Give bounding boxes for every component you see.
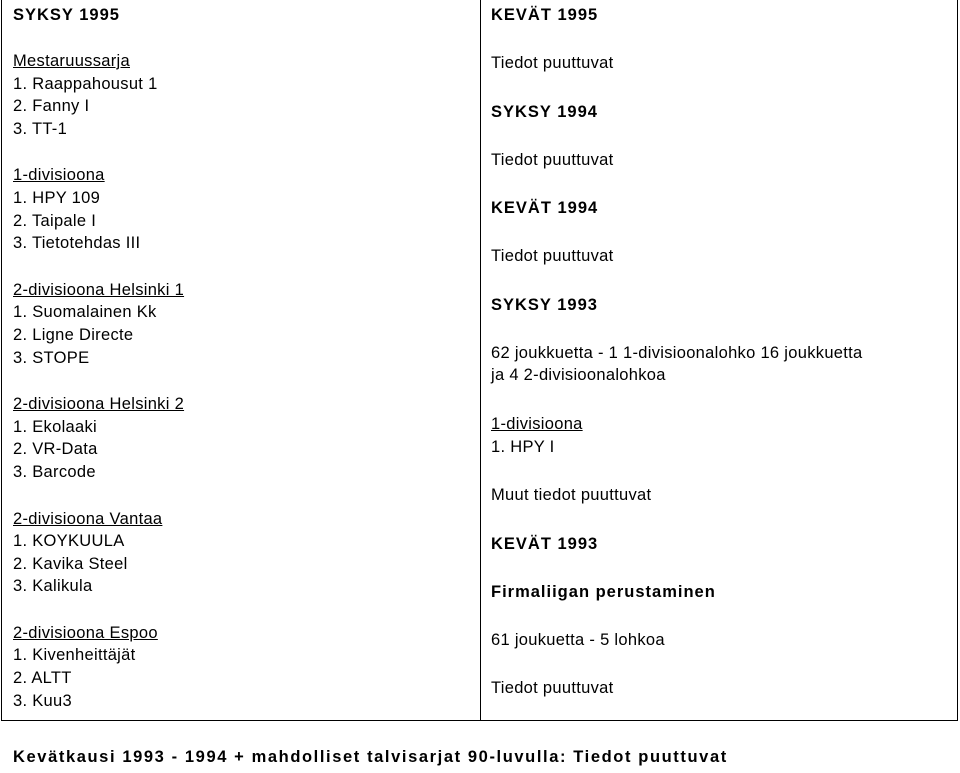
group-name: 1-divisioona <box>13 166 105 185</box>
right-column <box>481 0 957 720</box>
season-title-syksy-1993: SYKSY 1993 <box>491 295 598 314</box>
season-description: ja 4 2-divisioonalohkoa <box>491 366 666 385</box>
list-item: 2. Kavika Steel <box>13 554 128 573</box>
season-title-kevat-1994: KEVÄT 1994 <box>491 199 599 218</box>
missing-info-text: Tiedot puuttuvat <box>491 679 614 698</box>
group-2-divisioona-vantaa <box>13 508 469 598</box>
footer-note: Kevätkausi 1993 - 1994 + mahdolliset talvisarjat 90-luvulla: Tiedot puuttuvat <box>13 748 728 766</box>
league-founding-title: Firmaliigan perustaminen <box>491 582 716 601</box>
list-item: 3. Barcode <box>13 462 96 481</box>
group-name: 2-divisioona Vantaa <box>13 509 163 528</box>
missing-info-text: Tiedot puuttuvat <box>491 150 614 169</box>
list-item: 2. ALTT <box>13 669 72 688</box>
list-item: 3. Kalikula <box>13 577 93 596</box>
missing-info-text: Muut tiedot puuttuvat <box>491 486 652 505</box>
list-item: 1. Kivenheittäjät <box>13 646 136 665</box>
group-1-divisioona <box>13 164 469 254</box>
list-item: 2. VR-Data <box>13 440 98 459</box>
list-item: 2. Taipale I <box>13 211 97 230</box>
list-item: 1. HPY I <box>491 437 555 456</box>
season-title-kevat-1995: KEVÄT 1995 <box>491 6 599 24</box>
season-title-kevat-1993: KEVÄT 1993 <box>491 534 599 553</box>
list-item: 2. Ligne Directe <box>13 325 134 344</box>
list-item: 1. HPY 109 <box>13 188 101 207</box>
list-item: 1. Raappahousut 1 <box>13 74 158 93</box>
list-item: 1. Suomalainen Kk <box>13 303 157 322</box>
list-item: 1. Ekolaaki <box>13 417 98 436</box>
missing-info-text: Tiedot puuttuvat <box>491 54 614 72</box>
list-item: 3. Tietotehdas III <box>13 234 141 253</box>
list-item: 3. Kuu3 <box>13 691 72 710</box>
list-item: 1. KOYKUULA <box>13 532 125 551</box>
left-column <box>2 0 481 720</box>
results-table <box>1 0 958 721</box>
season-description: 61 joukuetta - 5 lohkoa <box>491 630 665 649</box>
list-item: 3. TT-1 <box>13 119 68 138</box>
season-title-syksy-1994: SYKSY 1994 <box>491 102 598 121</box>
season-title-syksy-1995: SYKSY 1995 <box>13 6 120 24</box>
group-name: 2-divisioona Espoo <box>13 623 158 642</box>
list-item: 3. STOPE <box>13 348 90 367</box>
season-description: 62 joukkuetta - 1 1-divisioonalohko 16 joukkuetta <box>491 343 863 362</box>
list-item: 2. Fanny I <box>13 97 90 116</box>
missing-info-text: Tiedot puuttuvat <box>491 247 614 266</box>
group-mestaruussarja <box>13 50 469 140</box>
group-name: 1-divisioona <box>491 414 583 433</box>
group-2-divisioona-espoo <box>13 622 469 712</box>
group-name: 2-divisioona Helsinki 2 <box>13 395 185 414</box>
group-name: 2-divisioona Helsinki 1 <box>13 280 185 299</box>
group-2-divisioona-helsinki-2 <box>13 393 469 483</box>
group-2-divisioona-helsinki-1 <box>13 279 469 369</box>
group-name: Mestaruussarja <box>13 52 130 70</box>
